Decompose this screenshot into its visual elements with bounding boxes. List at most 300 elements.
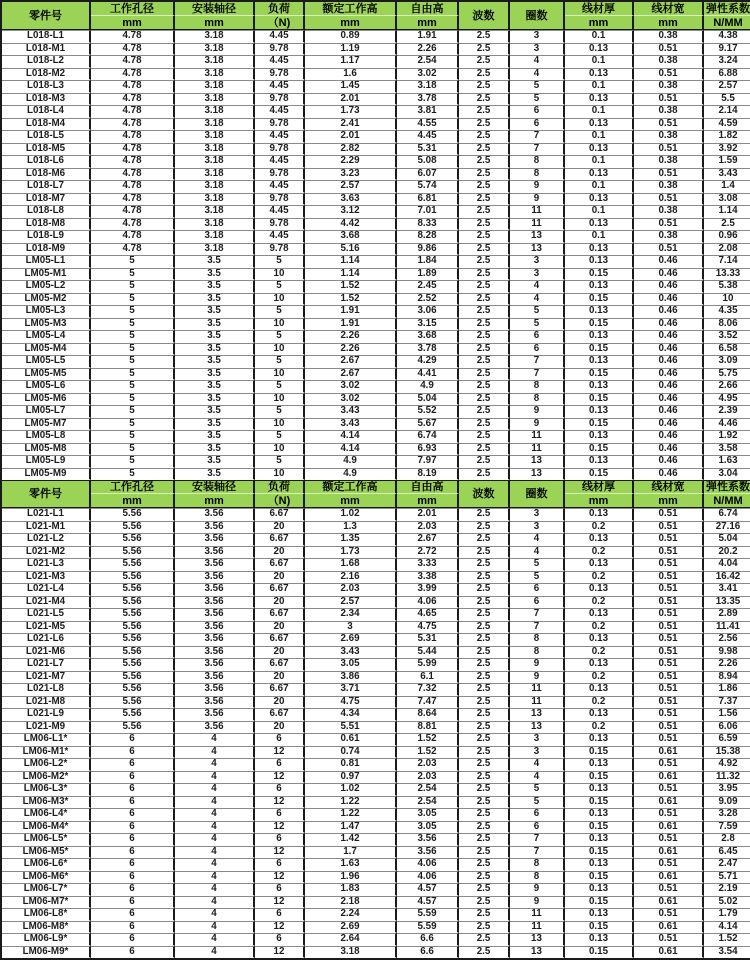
column-unit-2: mm [175,16,255,30]
value-cell: 4.45 [255,180,305,193]
table-row [2,55,750,68]
table-row [2,608,750,621]
value-cell: 4.45 [255,30,305,43]
value-cell: 5.08 [397,155,459,168]
value-cell: 3.5 [175,280,255,293]
value-cell: 4 [510,771,565,784]
value-cell: 2.82 [305,143,397,156]
value-cell: 3.5 [175,255,255,268]
value-cell: 3.56 [175,671,255,684]
value-cell: 4.42 [305,218,397,231]
value-cell: 2.5 [459,355,510,368]
value-cell: 3.56 [175,621,255,634]
value-cell: 5.56 [91,721,175,734]
value-cell: 7.47 [397,696,459,709]
part-number-cell: LM06-L8* [2,908,91,921]
value-cell: 2.5 [459,330,510,343]
value-cell: 0.15 [565,796,634,809]
value-cell: 13.33 [704,268,750,281]
value-cell: 5.56 [91,608,175,621]
value-cell: 9 [510,405,565,418]
value-cell: 12 [255,846,305,859]
value-cell: 0.15 [565,746,634,759]
value-cell: 0.51 [634,118,704,131]
column-header-3: 负荷 [255,2,305,16]
value-cell: 0.15 [565,821,634,834]
value-cell: 3.92 [704,143,750,156]
column-header-8: 线材厚 [565,2,634,16]
value-cell: 2.5 [459,68,510,81]
value-cell: 0.51 [634,508,704,521]
column-header-3: 负荷 [255,480,305,494]
part-number-cell: L021-L6 [2,633,91,646]
value-cell: 0.15 [565,318,634,331]
value-cell: 0.1 [565,130,634,143]
value-cell: 2.5 [459,608,510,621]
value-cell: 1.02 [305,783,397,796]
value-cell: 5.56 [91,546,175,559]
value-cell: 7 [510,621,565,634]
value-cell: 0.15 [565,443,634,456]
part-number-cell: L021-L7 [2,658,91,671]
value-cell: 2.5 [459,596,510,609]
value-cell: 5.56 [91,658,175,671]
value-cell: 7.14 [704,255,750,268]
column-header-10: 弹性系数 [706,481,750,493]
value-cell: 0.13 [565,708,634,721]
value-cell: 2.34 [305,608,397,621]
value-cell: 0.13 [565,168,634,181]
value-cell: 0.15 [565,343,634,356]
value-cell: 1.73 [305,105,397,118]
value-cell: 0.2 [565,696,634,709]
value-cell: 3.56 [175,708,255,721]
value-cell: 0.13 [565,733,634,746]
value-cell: 2.5 [459,546,510,559]
value-cell: 7 [510,355,565,368]
value-cell: 5 [91,455,175,468]
value-cell: 3.05 [305,658,397,671]
value-cell: 5.56 [91,683,175,696]
value-cell: 2.5 [459,896,510,909]
value-cell: 5.31 [397,143,459,156]
part-number-cell: LM05-M6 [2,393,91,406]
value-cell: 13 [510,468,565,481]
value-cell: 0.61 [305,733,397,746]
part-number-cell: L018-L6 [2,155,91,168]
value-cell: 4 [175,946,255,959]
value-cell: 3.56 [175,508,255,521]
value-cell: 3.78 [397,343,459,356]
table-row [2,546,750,559]
value-cell: 0.13 [565,243,634,256]
value-cell: 0.51 [634,883,704,896]
value-cell: 3.68 [397,330,459,343]
value-cell: 5 [91,405,175,418]
value-cell: 2.5 [459,230,510,243]
part-number-cell: LM05-L8 [2,430,91,443]
part-number-cell: L021-M8 [2,696,91,709]
value-cell: 4.06 [397,596,459,609]
value-cell: 1.86 [704,683,750,696]
value-cell: 3.18 [175,155,255,168]
table-row [2,896,750,909]
value-cell: 4 [175,783,255,796]
part-number-cell: L018-M5 [2,143,91,156]
value-cell: 5.75 [704,368,750,381]
value-cell: 0.97 [305,771,397,784]
table-row [2,558,750,571]
value-cell: 6 [91,921,175,934]
value-cell: 5.59 [397,921,459,934]
part-number-cell: LM06-M4* [2,821,91,834]
column-header-2: 安装轴径 [175,2,255,16]
value-cell: 0.13 [565,380,634,393]
value-cell: 9 [510,180,565,193]
part-number-cell: LM06-L7* [2,883,91,896]
value-cell: 6 [91,771,175,784]
value-cell: 2.29 [305,155,397,168]
table-row [2,305,750,318]
part-number-cell: L018-L2 [2,55,91,68]
value-cell: 4.06 [397,858,459,871]
value-cell: 1.45 [305,80,397,93]
value-cell: 0.2 [565,621,634,634]
value-cell: 0.13 [565,430,634,443]
value-cell: 2.5 [459,858,510,871]
part-number-cell: L021-L8 [2,683,91,696]
value-cell: 8 [510,393,565,406]
value-cell: 6.81 [397,193,459,206]
value-cell: 3.08 [704,193,750,206]
part-number-cell: LM06-M6* [2,871,91,884]
value-cell: 0.61 [634,746,704,759]
value-cell: 3.18 [175,68,255,81]
part-number-cell: LM05-L2 [2,280,91,293]
value-cell: 3.5 [175,368,255,381]
part-number-cell: LM05-M9 [2,468,91,481]
value-cell: 3.18 [175,130,255,143]
value-cell: 0.51 [634,93,704,106]
value-cell: 4.14 [704,921,750,934]
value-cell: 5 [91,330,175,343]
value-cell: 20 [255,621,305,634]
column-header-5: 自由高 [397,2,459,16]
table-row [2,746,750,759]
value-cell: 0.46 [634,255,704,268]
table-row [2,721,750,734]
value-cell: 11 [510,430,565,443]
value-cell: 2.66 [704,380,750,393]
value-cell: 2.5 [459,846,510,859]
value-cell: 6.6 [397,946,459,959]
value-cell: 6 [255,883,305,896]
value-cell: 6 [91,846,175,859]
value-cell: 3.23 [305,168,397,181]
value-cell: 2.5 [459,521,510,534]
value-cell: 6.67 [255,633,305,646]
value-cell: 7 [510,368,565,381]
column-unit-5: mm [397,494,459,508]
value-cell: 3.18 [175,118,255,131]
value-cell: 3.02 [397,68,459,81]
value-cell: 2.5 [459,696,510,709]
value-cell: 5.44 [397,646,459,659]
value-cell: 6 [510,821,565,834]
header-row-labels [2,2,750,16]
value-cell: 12 [255,796,305,809]
value-cell: 0.15 [565,418,634,431]
value-cell: 5 [510,305,565,318]
value-cell: 2.5 [459,305,510,318]
part-number-cell: L018-M4 [2,118,91,131]
value-cell: 2.67 [305,368,397,381]
value-cell: 4 [175,758,255,771]
part-number-cell: LM05-L4 [2,330,91,343]
value-cell: 3.56 [175,533,255,546]
table-row [2,243,750,256]
value-cell: 3.09 [704,355,750,368]
value-cell: 2.5 [459,771,510,784]
part-number-cell: L021-M5 [2,621,91,634]
table-row [2,708,750,721]
value-cell: 2.5 [459,93,510,106]
value-cell: 7 [510,608,565,621]
value-cell: 0.15 [565,268,634,281]
value-cell: 0.15 [565,393,634,406]
value-cell: 5 [255,455,305,468]
value-cell: 9.78 [255,143,305,156]
value-cell: 20 [255,596,305,609]
value-cell: 3 [510,521,565,534]
value-cell: 3.56 [175,721,255,734]
value-cell: 3.18 [397,80,459,93]
value-cell: 0.13 [565,833,634,846]
value-cell: 0.13 [565,658,634,671]
value-cell: 0.2 [565,671,634,684]
value-cell: 0.13 [565,758,634,771]
value-cell: 0.13 [565,330,634,343]
value-cell: 12 [255,771,305,784]
value-cell: 0.61 [634,871,704,884]
value-cell: 11 [510,443,565,456]
value-cell: 0.38 [634,155,704,168]
value-cell: 6 [91,883,175,896]
part-number-cell: LM05-L3 [2,305,91,318]
value-cell: 4.78 [91,205,175,218]
value-cell: 5 [510,318,565,331]
value-cell: 4.29 [397,355,459,368]
value-cell: 0.46 [634,318,704,331]
value-cell: 3.04 [704,468,750,481]
value-cell: 3.43 [704,168,750,181]
value-cell: 1.63 [305,858,397,871]
value-cell: 6 [91,858,175,871]
table-row [2,596,750,609]
value-cell: 5 [91,318,175,331]
part-number-cell: LM06-M1* [2,746,91,759]
value-cell: 5.56 [91,571,175,584]
value-cell: 5.31 [397,633,459,646]
part-number-cell: L018-L3 [2,80,91,93]
value-cell: 0.38 [634,205,704,218]
value-cell: 6.1 [397,671,459,684]
value-cell: 0.15 [565,468,634,481]
value-cell: 5.5 [704,93,750,106]
value-cell: 3.18 [175,218,255,231]
value-cell: 8.19 [397,468,459,481]
value-cell: 2.5 [459,633,510,646]
value-cell: 1.14 [305,268,397,281]
part-number-cell: LM06-M7* [2,896,91,909]
part-number-cell: L018-L8 [2,205,91,218]
value-cell: 4.38 [704,30,750,43]
value-cell: 2.5 [459,908,510,921]
table-row [2,658,750,671]
value-cell: 3.5 [175,393,255,406]
value-cell: 3.12 [305,205,397,218]
value-cell: 8.94 [704,671,750,684]
value-cell: 1.63 [704,455,750,468]
value-cell: 6.67 [255,608,305,621]
value-cell: 5 [255,330,305,343]
value-cell: 20 [255,671,305,684]
value-cell: 0.2 [565,596,634,609]
value-cell: 0.46 [634,430,704,443]
value-cell: 8 [510,646,565,659]
value-cell: 3.18 [175,93,255,106]
column-header-6: 波数 [459,2,510,30]
value-cell: 4.95 [704,393,750,406]
value-cell: 0.51 [634,193,704,206]
value-cell: 2.01 [397,508,459,521]
value-cell: 0.13 [565,193,634,206]
value-cell: 0.13 [565,93,634,106]
value-cell: 0.13 [565,783,634,796]
value-cell: 5.67 [397,418,459,431]
value-cell: 4.35 [704,305,750,318]
value-cell: 1.73 [305,546,397,559]
table-row [2,733,750,746]
table-row [2,368,750,381]
table-row [2,621,750,634]
value-cell: 0.2 [565,546,634,559]
part-number-cell: LM05-L5 [2,355,91,368]
value-cell: 3.24 [704,55,750,68]
value-cell: 2.5 [459,380,510,393]
value-cell: 5.04 [704,533,750,546]
value-cell: 3 [510,733,565,746]
value-cell: 6 [91,833,175,846]
value-cell: 4.78 [91,130,175,143]
value-cell: 2.5 [459,508,510,521]
value-cell: 0.1 [565,155,634,168]
value-cell: 5 [91,355,175,368]
value-cell: 4.78 [91,193,175,206]
value-cell: 0.61 [634,946,704,959]
value-cell: 0.13 [565,455,634,468]
table-row [2,808,750,821]
value-cell: 6.74 [397,430,459,443]
value-cell: 3.02 [305,393,397,406]
value-cell: 4.41 [397,368,459,381]
value-cell: 5 [91,293,175,306]
value-cell: 5.51 [305,721,397,734]
part-number-cell: LM05-M2 [2,293,91,306]
value-cell: 3.18 [175,230,255,243]
value-cell: 2.5 [459,205,510,218]
value-cell: 1.17 [305,55,397,68]
value-cell: 2.5 [459,118,510,131]
part-number-cell: L021-L4 [2,583,91,596]
value-cell: 4.78 [91,93,175,106]
header-row-labels [2,480,750,494]
value-cell: 3.95 [704,783,750,796]
table-row [2,468,750,481]
value-cell: 5 [91,468,175,481]
column-header-1: 工作孔径 [91,480,175,494]
value-cell: 5.38 [704,280,750,293]
value-cell: 3.56 [397,846,459,859]
value-cell: 0.51 [634,521,704,534]
value-cell: 0.15 [565,293,634,306]
value-cell: 0.13 [565,558,634,571]
table-row [2,80,750,93]
value-cell: 5.56 [91,633,175,646]
value-cell: 0.15 [565,921,634,934]
column-header-4: 额定工作高 [305,2,397,16]
value-cell: 3.68 [305,230,397,243]
value-cell: 4.04 [704,558,750,571]
value-cell: 5 [255,430,305,443]
value-cell: 2.5 [459,946,510,959]
value-cell: 3.5 [175,318,255,331]
value-cell: 3.56 [175,571,255,584]
value-cell: 0.46 [634,368,704,381]
value-cell: 3.05 [397,808,459,821]
column-header-9: 线材宽 [634,480,704,494]
value-cell: 3.71 [305,683,397,696]
value-cell: 4.9 [305,468,397,481]
value-cell: 2.5 [459,733,510,746]
value-cell: 9 [510,671,565,684]
value-cell: 0.51 [634,143,704,156]
value-cell: 2.01 [305,130,397,143]
header-row-units [2,494,750,508]
value-cell: 3 [510,508,565,521]
value-cell: 6 [255,783,305,796]
value-cell: 5 [255,305,305,318]
value-cell: 3.56 [175,683,255,696]
value-cell: 0.1 [565,105,634,118]
value-cell: 3.05 [397,821,459,834]
part-number-cell: LM06-L1* [2,733,91,746]
part-number-cell: L018-M3 [2,93,91,106]
table-row [2,633,750,646]
value-cell: 0.38 [634,230,704,243]
value-cell: 20 [255,571,305,584]
value-cell: 2.5 [459,243,510,256]
part-number-cell: L021-L2 [2,533,91,546]
value-cell: 1.92 [704,430,750,443]
part-number-cell: L018-M2 [2,68,91,81]
value-cell: 4.78 [91,168,175,181]
value-cell: 7 [510,130,565,143]
value-cell: 5.56 [91,558,175,571]
value-cell: 1.79 [704,908,750,921]
value-cell: 4.14 [305,443,397,456]
part-number-cell: L021-M6 [2,646,91,659]
